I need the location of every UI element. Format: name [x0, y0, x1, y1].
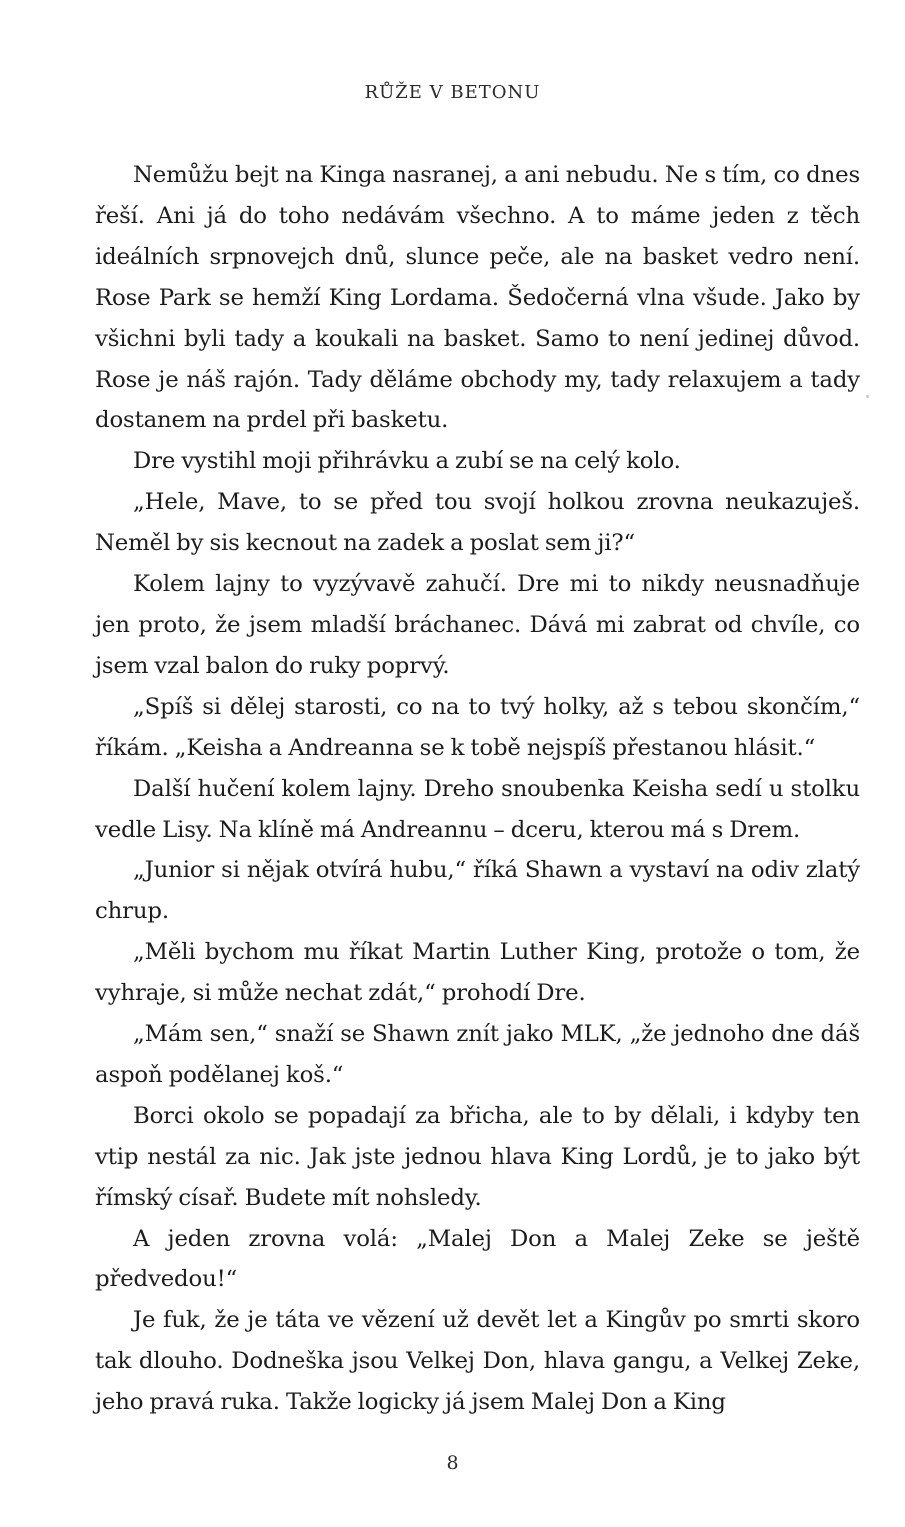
page-number: 8 — [446, 1452, 459, 1474]
body-text — [95, 155, 860, 1423]
paragraph: Nemůžu bejt na Kinga nasranej, a ani nebudu. Ne s tím, co dnes řeší. Ani já do toho nedávám všechno. A to máme jeden z těch ideálních srpnovejch dnů, slunce peče, ale na basket vedro není. Rose Park se hemží King Lordama. Šedočerná vlna všude. Jako by všichni byli tady a koukali na basket. Samo to není jedinej důvod. Rose je náš rajón. Tady děláme obchody my, tady relaxujem a tady dostanem na prdel při basketu. — [95, 162, 860, 434]
paper-speck — [866, 395, 869, 398]
paragraph: A jeden zrovna volá: „Malej Don a Malej Zeke se ještě předvedou!“ — [95, 1225, 860, 1293]
paragraph: Je fuk, že je táta ve vězení už devět let a Kingův po smrti skoro tak dlouho. Dodneška jsou Velkej Don, hlava gangu, a Velkej Zeke, jeho pravá ruka. Takže logicky já jsem Malej Don a King — [95, 1307, 860, 1416]
paragraph: „Mám sen,“ snaží se Shawn znít jako MLK, „že jednoho dne dáš aspoň podělanej koš.“ — [95, 1021, 860, 1088]
paragraph: Další hučení kolem lajny. Dreho snoubenka Keisha sedí u stolku vedle Lisy. Na klíně má Andreannu – dceru, kterou má s Drem. — [95, 775, 860, 843]
running-head: RŮŽE V BETONU — [364, 82, 541, 103]
paragraph: Kolem lajny to vyzývavě zahučí. Dre mi to nikdy neusnadňuje jen proto, že jsem mladší bráchanec. Dává mi zabrat od chvíle, co jsem vzal balon do ruky poprvý. — [95, 571, 860, 679]
paragraph: „Junior si nějak otvírá hubu,“ říká Shawn a vystaví na odiv zlatý chrup. — [95, 857, 860, 925]
paragraph: „Měli bychom mu říkat Martin Luther King, protože o tom, že vyhraje, si může nechat zdát,“ prohodí Dre. — [95, 939, 860, 1007]
paragraph: „Spíš si dělej starosti, co na to tvý holky, až s tebou skončím,“ říkám. „Keisha a Andreanna se k tobě nejspíš přestanou hlásit.“ — [95, 693, 860, 761]
paragraph: Borci okolo se popadají za břicha, ale to by dělali, i kdyby ten vtip nestál za nic. Jak jste jednou hlava King Lordů, je to jako být římský císař. Budete mít nohsledy. — [95, 1102, 860, 1211]
paragraph: Dre vystihl moji přihrávku a zubí se na celý kolo. — [133, 448, 681, 475]
paragraph: „Hele, Mave, to se před tou svojí holkou zrovna neukazuješ. Neměl by sis kecnout na zadek a poslat sem ji?“ — [95, 489, 860, 557]
